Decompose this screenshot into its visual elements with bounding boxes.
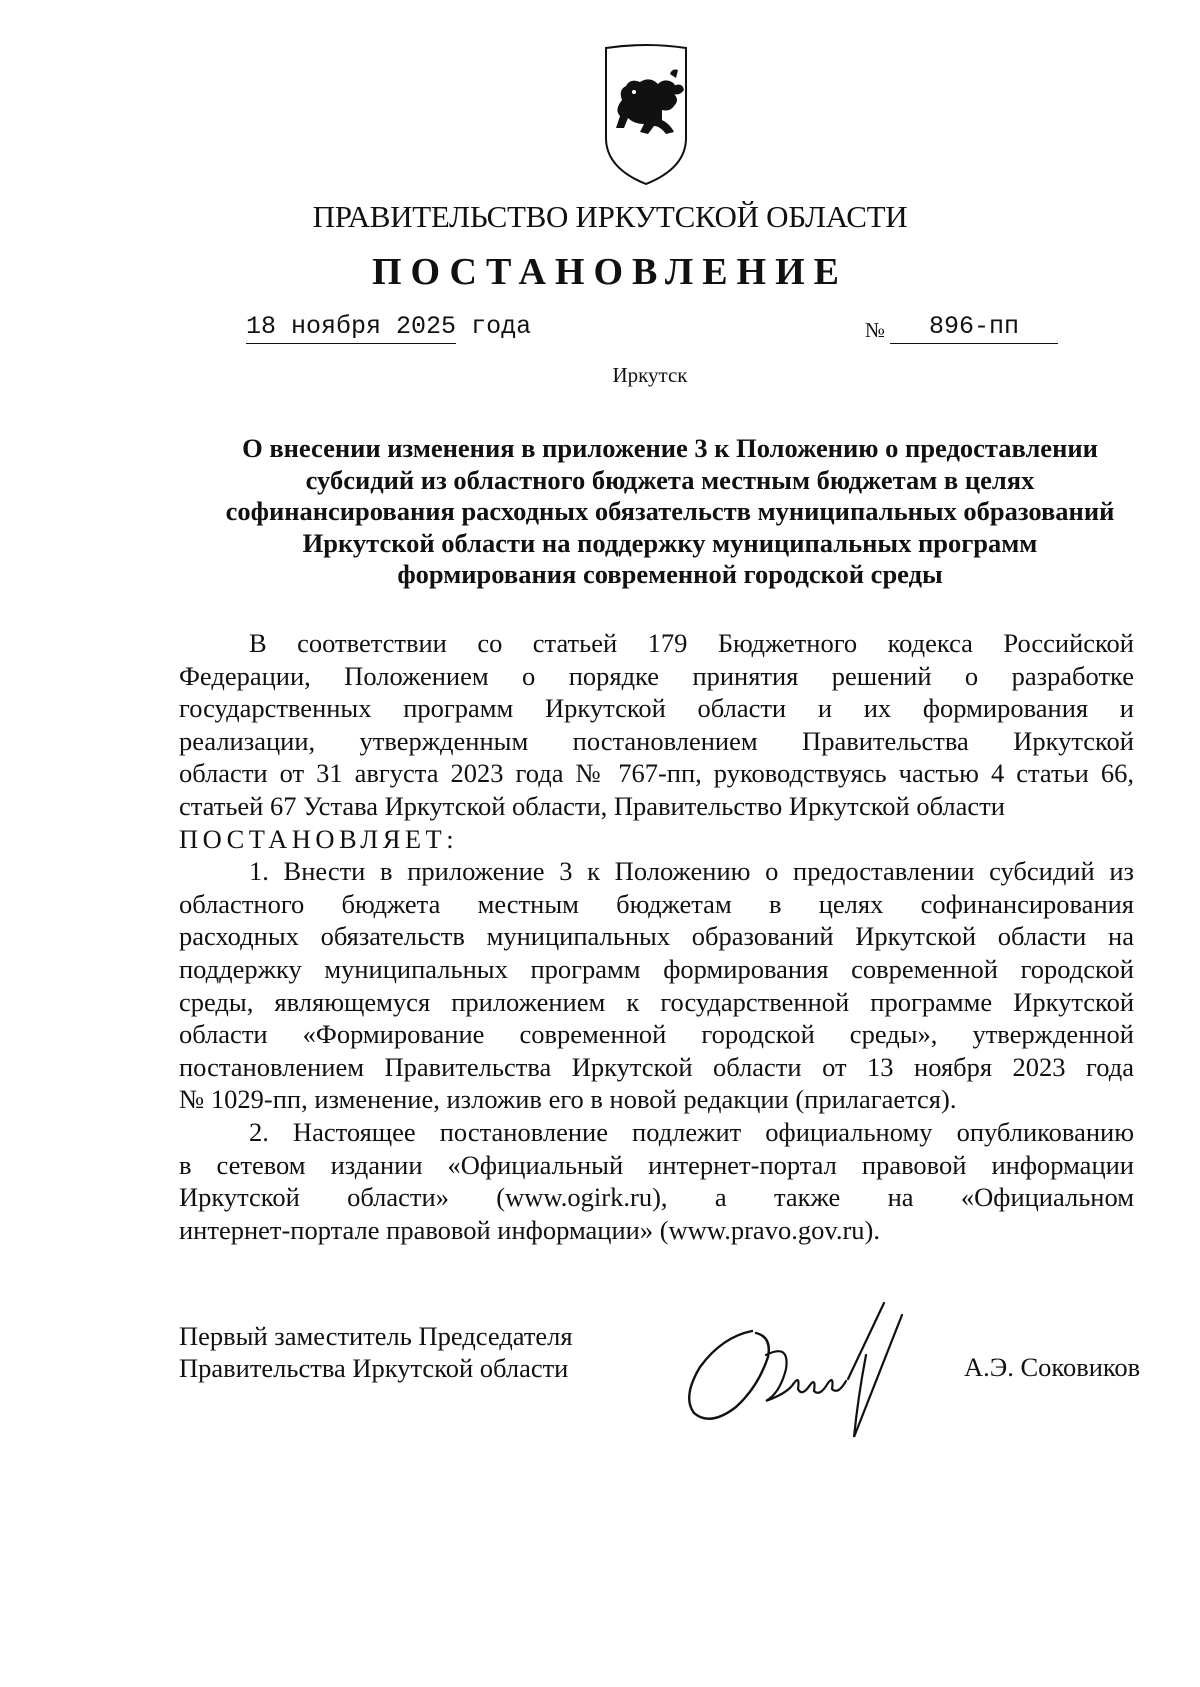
organization-title: ПРАВИТЕЛЬСТВО ИРКУТСКОЙ ОБЛАСТИ — [312, 199, 908, 234]
preamble-line: реализации, утвержденным постановлением Правительства Иркутской — [179, 725, 1134, 756]
document-number: 896-пп — [890, 312, 1058, 344]
preamble-line: области от 31 августа 2023 года № 767-пп, руководствуясь частью 4 статьи 66, — [179, 758, 1134, 789]
preamble-line: статьей 67 Устава Иркутской области, Правительство Иркутской области — [179, 790, 1005, 821]
item1-line: областного бюджета местным бюджетам в целях софинансирования — [179, 888, 1134, 919]
subject-line: О внесении изменения в приложение 3 к Положению о предоставлении — [242, 433, 1098, 463]
signer-name: А.Э. Соковиков — [964, 1352, 1141, 1382]
item2-line: Иркутской области» (www.ogirk.ru), а также на «Официальном — [179, 1182, 1134, 1213]
number-sign: № — [865, 318, 886, 342]
date-suffix: года — [471, 312, 532, 341]
document-body — [179, 627, 1134, 1246]
item1-line: расходных обязательств муниципальных образований Иркутской области на — [179, 921, 1134, 952]
coat-of-arms-icon — [600, 38, 692, 186]
signature-icon — [670, 1297, 915, 1447]
subject-line: субсидий из областного бюджета местным бюджетам в целях — [305, 464, 1035, 495]
item1-line: поддержку муниципальных программ формирования современной городской — [179, 953, 1134, 984]
preamble-line: государственных программ Иркутской области и их формирования и — [179, 693, 1134, 724]
subject-line: формирования современной городской среды — [397, 559, 943, 589]
item2-line: 2. Настоящее постановление подлежит официальному опубликованию — [249, 1116, 1134, 1147]
item2-line: в сетевом издании «Официальный интернет-портал правовой информации — [179, 1149, 1134, 1180]
subject-line: софинансирования расходных обязательств муниципальных образований — [225, 496, 1115, 526]
item1-line: постановлением Правительства Иркутской области от 13 ноября 2023 года — [179, 1051, 1134, 1082]
item1-line: области «Формирование современной городской среды», утвержденной — [179, 1019, 1134, 1050]
decree-word: ПОСТАНОВЛЯЕТ: — [179, 823, 459, 854]
item1-line: № 1029-пп, изменение, изложив его в новой редакции (прилагается). — [179, 1084, 957, 1115]
signer-title — [179, 1320, 573, 1384]
item2-line: интернет-портале правовой информации» (www.pravo.gov.ru). — [179, 1214, 880, 1245]
subject-line: Иркутской области на поддержку муниципальных программ — [302, 527, 1038, 558]
item1-line: среды, являющемуся приложением к государственной программе Иркутской — [179, 986, 1134, 1017]
preamble-line: Федерации, Положением о порядке принятия решений о разработке — [179, 660, 1134, 691]
signer-title-line: Первый заместитель Председателя — [179, 1321, 573, 1351]
signer-title-line: Правительства Иркутской области — [179, 1353, 569, 1383]
document-type-title: ПОСТАНОВЛЕНИЕ — [371, 251, 849, 293]
document-subject — [170, 433, 1170, 591]
date-value: 18 ноября 2025 — [246, 312, 456, 344]
item1-line: 1. Внести в приложение 3 к Положению о предоставлении субсидий из — [249, 856, 1134, 887]
preamble-line: В соответствии со статьей 179 Бюджетного кодекса Российской — [249, 628, 1134, 658]
document-date — [246, 312, 531, 344]
city: Иркутск — [612, 363, 688, 387]
